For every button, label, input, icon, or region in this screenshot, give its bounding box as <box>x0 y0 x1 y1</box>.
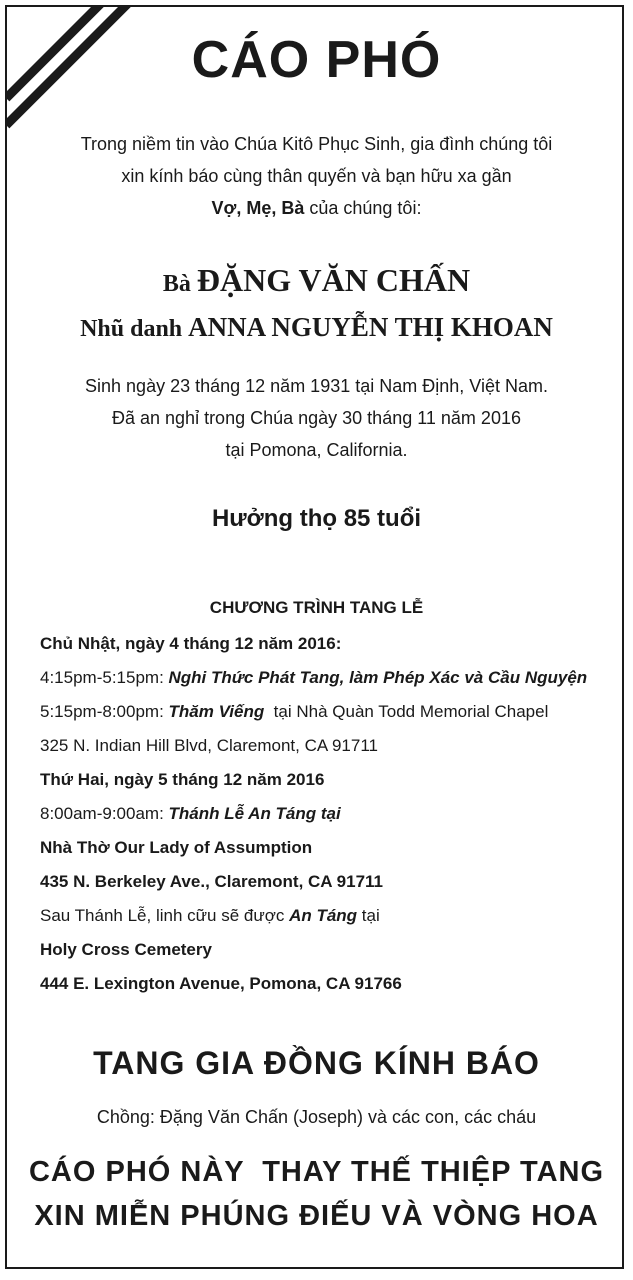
intro-block <box>0 128 633 224</box>
chapel-address: 325 N. Indian Hill Blvd, Claremont, CA 91711 <box>40 736 378 755</box>
death-line: Đã an nghỉ trong Chúa ngày 30 tháng 11 năm 2016 <box>112 408 521 428</box>
intro-line-3 <box>0 192 633 224</box>
burial-event: An Táng <box>289 906 358 925</box>
schedule-event-1 <box>40 661 620 695</box>
life-dates <box>0 370 633 466</box>
closing-line-2: XIN MIỄN PHÚNG ĐIẾU VÀ VÒNG HOA <box>34 1200 599 1232</box>
death-place: tại Pomona, California. <box>225 440 408 460</box>
family-announcement: TANG GIA ĐỒNG KÍNH BÁO <box>93 1045 540 1081</box>
event-3-name: Thánh Lễ An Táng tại <box>168 804 341 823</box>
schedule-day-1: Chủ Nhật, ngày 4 tháng 12 năm 2016: <box>40 634 342 653</box>
event-1-name: Nghi Thức Phát Tang, làm Phép Xác và Cầu Nguyện <box>168 668 588 687</box>
schedule-title: CHƯƠNG TRÌNH TANG LỄ <box>209 598 424 617</box>
age-line: Hưởng thọ 85 tuổi <box>211 505 422 532</box>
schedule-day-2: Thứ Hai, ngày 5 tháng 12 năm 2016 <box>40 770 325 789</box>
closing-line-1: CÁO PHÓ NÀY THAY THẾ THIỆP TANG <box>28 1156 605 1188</box>
event-3-time: 8:00am-9:00am: <box>40 804 169 823</box>
intro-line-1: Trong niềm tin vào Chúa Kitô Phục Sinh, gia đình chúng tôi <box>80 134 553 154</box>
deceased-name <box>0 262 633 299</box>
burial-pre: Sau Thánh Lễ, linh cữu sẽ được <box>40 906 290 925</box>
schedule-event-2 <box>40 695 620 729</box>
deceased-name-text: ĐẶNG VĂN CHẤN <box>196 262 471 298</box>
relation-label: Vợ, Mẹ, Bà <box>211 198 305 218</box>
event-1-time: 4:15pm-5:15pm: <box>40 668 169 687</box>
burial-post: tại <box>357 906 380 925</box>
intro-line-2: xin kính báo cùng thân quyến và bạn hữu xa gần <box>121 166 512 186</box>
church-name: Nhà Thờ Our Lady of Assumption <box>40 838 313 857</box>
intro-line-3-rest: của chúng tôi: <box>304 198 422 218</box>
notice-title: CÁO PHÓ <box>191 31 442 89</box>
church-address: 435 N. Berkeley Ave., Claremont, CA 91711 <box>40 872 384 891</box>
deceased-prefix: Bà <box>162 271 197 297</box>
maiden-name <box>0 312 633 343</box>
maiden-prefix: Nhũ danh <box>80 316 189 342</box>
event-2-time: 5:15pm-8:00pm: <box>40 702 169 721</box>
maiden-name-text: ANNA NGUYỄN THỊ KHOAN <box>188 312 553 342</box>
burial-line <box>40 899 620 933</box>
event-2-place: tại Nhà Quàn Todd Memorial Chapel <box>264 702 549 721</box>
event-2-name: Thăm Viếng <box>168 702 265 721</box>
closing-block <box>0 1150 633 1238</box>
funeral-schedule <box>40 627 620 1001</box>
family-members: Chồng: Đặng Văn Chấn (Joseph) và các con, các cháu <box>96 1107 537 1127</box>
cemetery-name: Holy Cross Cemetery <box>40 940 212 959</box>
birth-line: Sinh ngày 23 tháng 12 năm 1931 tại Nam Định, Việt Nam. <box>85 376 548 396</box>
schedule-event-3 <box>40 797 620 831</box>
cemetery-address: 444 E. Lexington Avenue, Pomona, CA 91766 <box>40 974 402 993</box>
